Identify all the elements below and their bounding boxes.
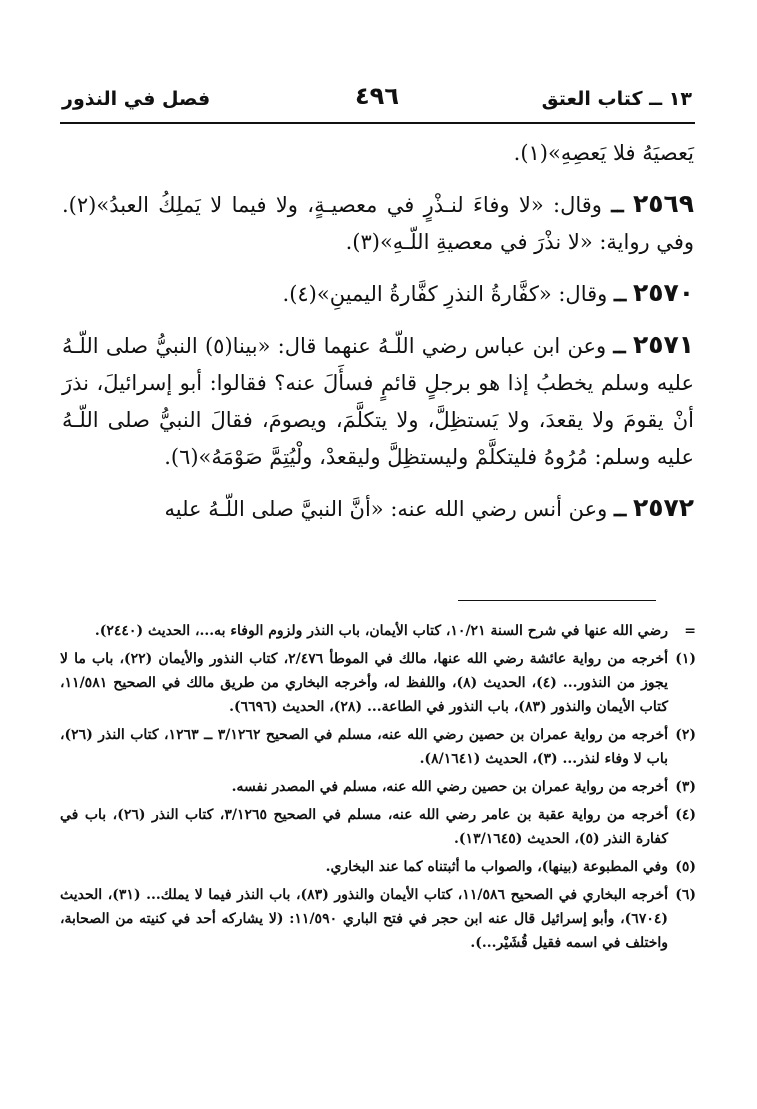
footnote-mark: (٦) <box>675 887 696 903</box>
footnote-mark: (٢) <box>675 727 696 743</box>
hadith-dash: ــ <box>611 192 624 217</box>
footnote-text: أخرجه البخاري في الصحيح ١١/٥٨٦، كتاب الأيمان والنذور (٨٣)، باب النذر فيما لا يملك... (٣١)، الحديث (٦٧٠٤)، وأبو إسرائيل قال عنه ابن حجر في فتح الباري ١١/٥٩٠: (لا يشاركه أحد في كنيته من الصحابة، واختلف في اسمه فقيل قُشَيْر...). <box>60 887 668 951</box>
hadith-number: ٢٥٧١ <box>632 330 694 359</box>
header-rule <box>60 122 695 124</box>
hadith-text: وعن أنس رضي الله عنه: «أنَّ النبيَّ صلى اللّـهُ عليه <box>164 497 608 521</box>
footnote <box>60 647 696 719</box>
page-number: ٤٩٦ <box>355 82 399 110</box>
footnote-text: أخرجه من رواية عمران بن حصين رضي الله عنه، مسلم في الصحيح ٣/١٢٦٢ ــ ١٢٦٣، كتاب النذر (٢٦)، باب لا وفاء لنذر... (٣)، الحديث (٨/١٦٤١). <box>60 727 669 767</box>
footnote-text: أخرجه من رواية عقبة بن عامر رضي الله عنه، مسلم في الصحيح ٣/١٢٦٥، كتاب النذر (٢٦)، باب في كفارة النذر (٥)، الحديث (١٣/١٦٤٥). <box>60 807 669 847</box>
hadith-dash: ــ <box>613 333 626 358</box>
footnote <box>60 775 696 799</box>
footnote <box>60 855 696 879</box>
footnote <box>60 723 696 771</box>
running-header <box>62 82 692 118</box>
footnote-mark: (٣) <box>675 779 696 795</box>
hadith-text: وقال: «كفَّارةُ النذرِ كفَّارةُ اليمينِ»(٤). <box>282 282 608 306</box>
continuation-line: يَعصيَهُ فلا يَعصِهِ»(١). <box>513 141 694 165</box>
footnote-text: وفي المطبوعة (بينها)، والصواب ما أثبتناه كما عند البخاري. <box>325 859 668 875</box>
footnote-mark: = <box>684 623 696 639</box>
hadith-2569 <box>62 185 694 261</box>
footnotes <box>60 619 696 959</box>
footnote <box>60 883 696 955</box>
hadith-number: ٢٥٧٠ <box>632 278 694 307</box>
footnote-mark: (١) <box>675 651 696 667</box>
footnote-text: أخرجه من رواية عائشة رضي الله عنها، مالك في الموطأ ٢/٤٧٦، كتاب النذور والأيمان (٢٢)، باب ما لا يجوز من النذور... (٤)، الحديث (٨)، واللفظ له، وأخرجه البخاري من طريق مالك في الصحيح ١١/٥٨١، كتاب الأيمان والنذور (٨٣)، باب النذور في الطاعة... (٢٨)، الحديث (٦٦٩٦). <box>60 651 668 715</box>
footnote-mark: (٤) <box>675 807 696 823</box>
hadith-text: وقال: «لا وفاءَ لنـذْرٍ في معصيـةٍ، ولا فيما لا يَملِكُ العبدُ»(٢). وفي رواية: «لا نذْرَ في معصيةِ اللّـهِ»(٣). <box>62 193 694 254</box>
hadith-number: ٢٥٧٢ <box>632 493 694 522</box>
footnote-text: أخرجه من رواية عمران بن حصين رضي الله عنه، مسلم في المصدر نفسه. <box>231 779 668 795</box>
hadith-2571 <box>62 326 694 476</box>
hadith-2572 <box>62 489 694 528</box>
footnote-mark: (٥) <box>675 859 696 875</box>
footnote-rule <box>458 600 656 601</box>
footnote <box>60 619 696 643</box>
hadith-2570 <box>62 274 694 313</box>
chapter-title: ١٣ ــ كتاب العتق <box>541 88 692 110</box>
hadith-dash: ــ <box>613 281 627 306</box>
footnote <box>60 803 696 851</box>
hadith-dash: ــ <box>613 496 627 521</box>
main-text <box>62 135 694 541</box>
hadith-number: ٢٥٦٩ <box>632 189 695 218</box>
footnote-text: رضي الله عنها في شرح السنة ١٠/٢١، كتاب الأيمان، باب النذر ولزوم الوفاء به...، الحديث (٢٤٤٠). <box>94 623 668 639</box>
hadith-text: وعن ابن عباس رضي اللّـهُ عنهما قال: «بينا(٥) النبيُّ صلى اللّـهُ عليه وسلم يخطبُ إذا هو برجلٍ قائمٍ فسأَلَ عنه؟ فقالوا: أبو إسرائيلَ، نذرَ أنْ يقومَ ولا يقعدَ، ولا يَستظِلَّ، ولا يتكلَّمَ، ويصومَ، فقالَ النبيُّ صلى اللّـهُ عليه وسلم: مُرُوهُ فليتكلَّمْ وليستظِلَّ وليقعدْ، ولْيُتِمَّ صَوْمَهُ»(٦). <box>62 334 694 469</box>
section-title: فصل في النذور <box>62 88 211 110</box>
